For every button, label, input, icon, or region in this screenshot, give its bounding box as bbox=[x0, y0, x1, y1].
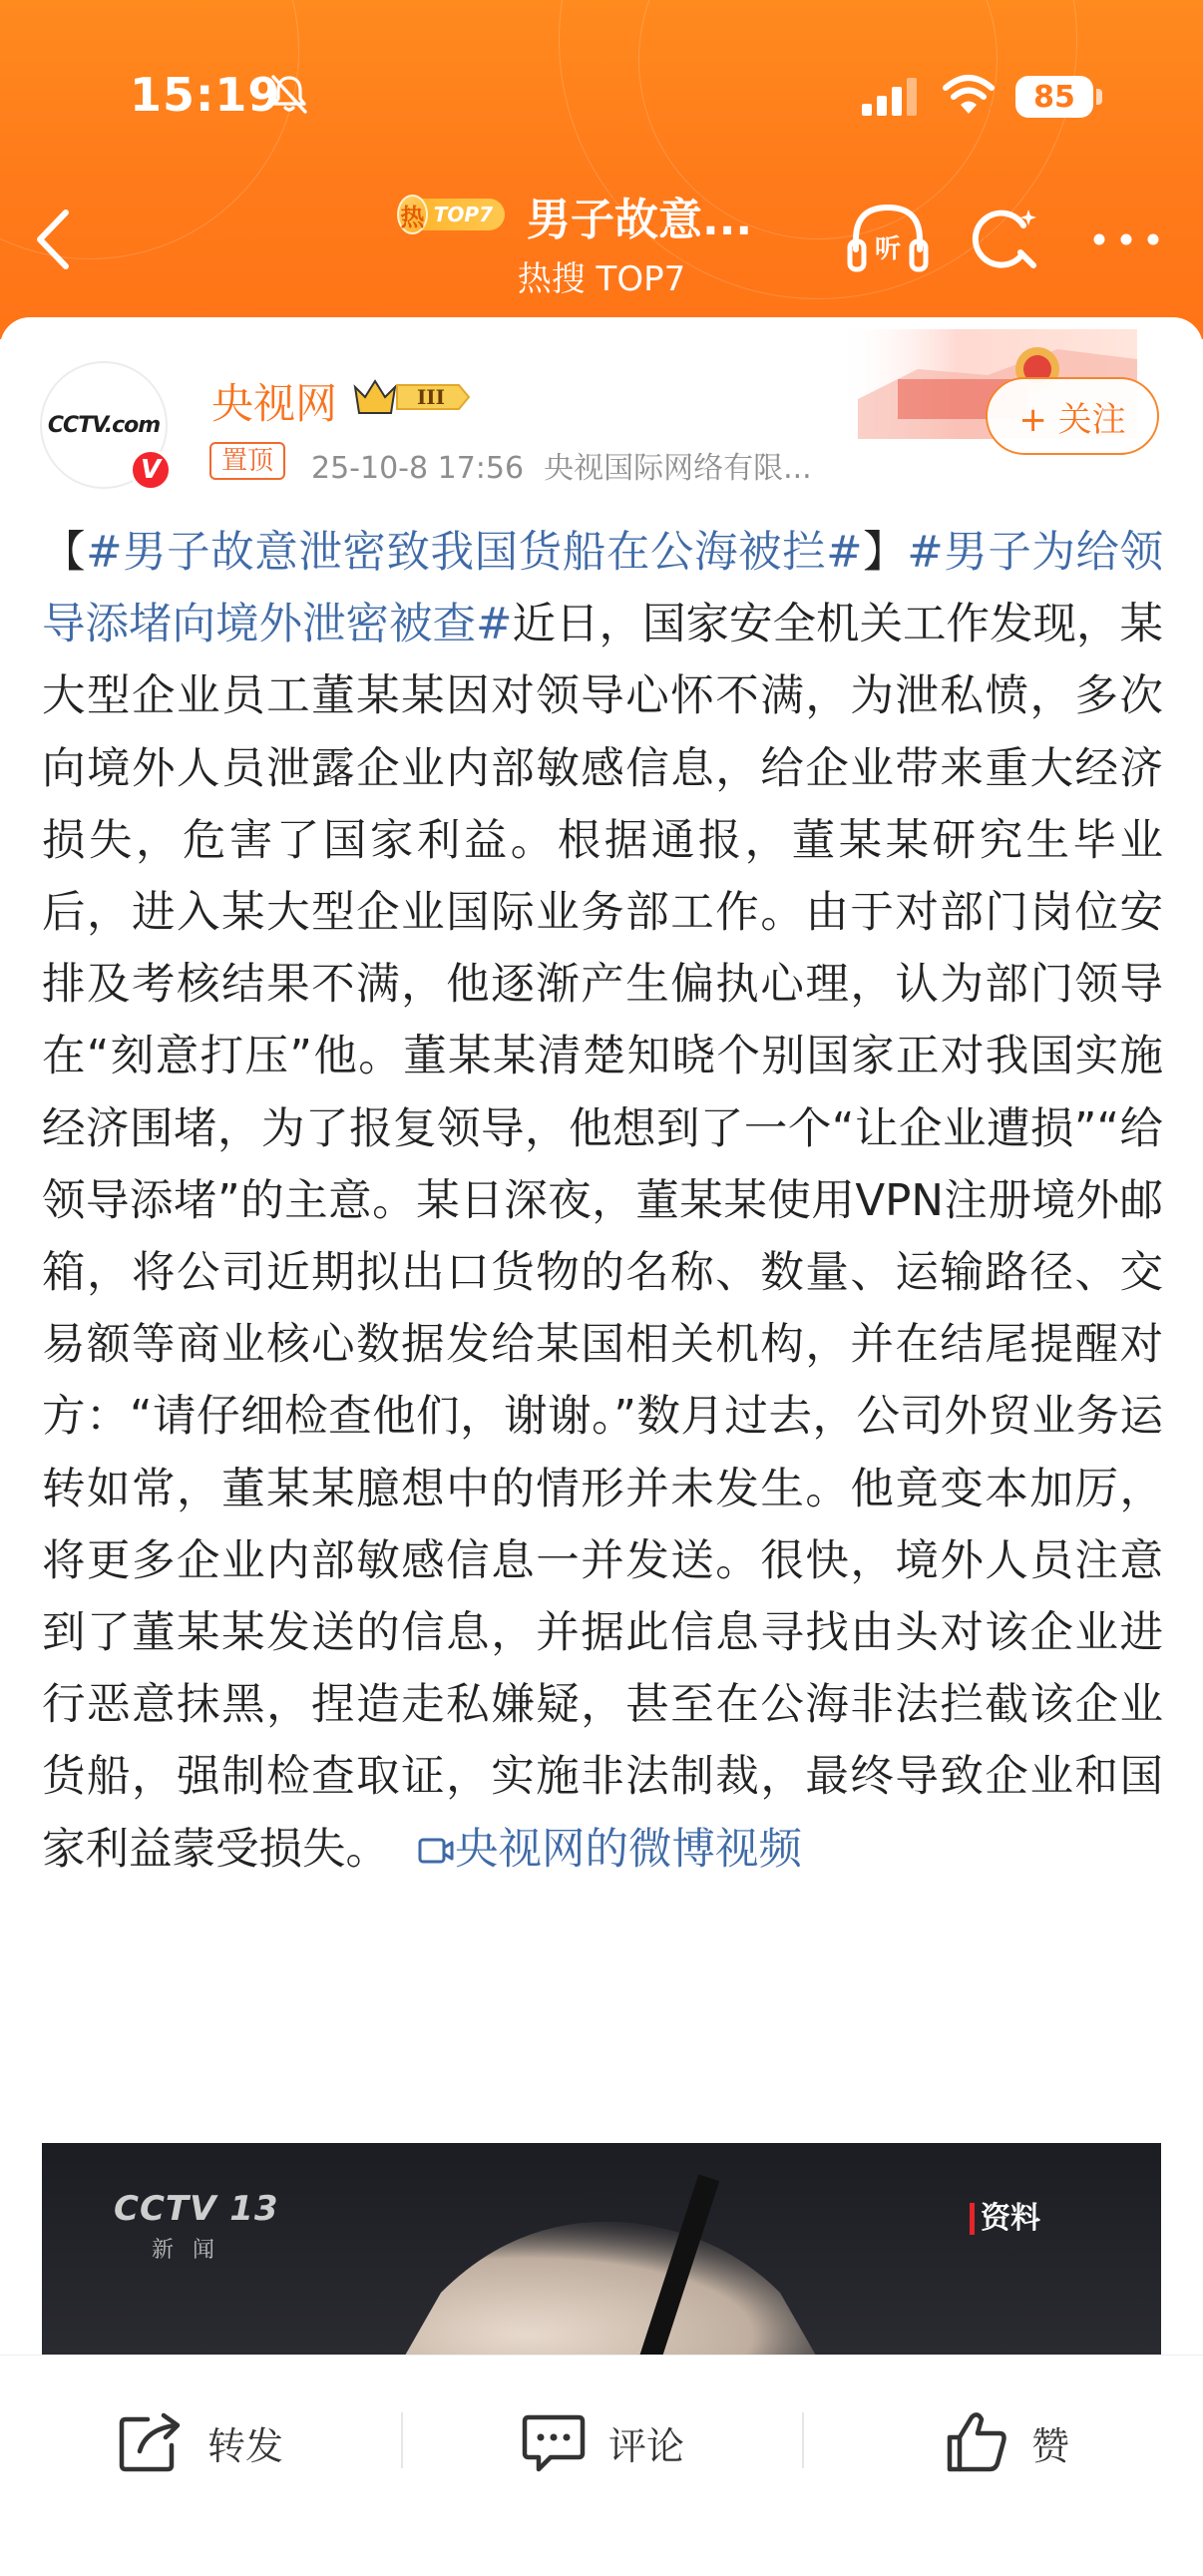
battery-nub bbox=[1096, 89, 1102, 105]
bracket-close: 】 bbox=[862, 528, 908, 578]
listen-icon[interactable] bbox=[846, 200, 930, 275]
repost-label: 转发 bbox=[207, 2423, 284, 2468]
pinned-tag: 置顶 bbox=[209, 442, 285, 480]
comment-label: 评论 bbox=[608, 2423, 685, 2468]
listen-label: 听 bbox=[874, 234, 902, 264]
hot-rank: TOP7 bbox=[420, 199, 505, 230]
video-link-icon bbox=[417, 1834, 455, 1868]
divider bbox=[401, 2412, 403, 2468]
bell-muted-icon bbox=[267, 72, 311, 116]
overlay-label: 资料 bbox=[970, 2203, 1040, 2235]
verified-badge: V bbox=[130, 449, 172, 491]
hot-search-badge bbox=[397, 194, 505, 235]
like-button[interactable] bbox=[944, 2404, 1069, 2480]
hashtag-link[interactable]: #男子故意泄密致我国货船在公海被拦# bbox=[86, 528, 863, 578]
hot-char: 热 bbox=[397, 195, 428, 234]
post-datetime: 25-10-8 17:56 bbox=[311, 451, 525, 486]
video-frame-art bbox=[401, 2173, 1159, 2355]
search-icon[interactable] bbox=[972, 204, 1041, 273]
video-link[interactable] bbox=[417, 1825, 802, 1875]
divider bbox=[802, 2412, 804, 2468]
author-name[interactable]: 央视网 bbox=[211, 379, 338, 428]
comment-button[interactable] bbox=[521, 2404, 684, 2480]
wifi-icon bbox=[943, 74, 995, 116]
post-meta bbox=[311, 443, 812, 487]
signal-icon bbox=[860, 78, 920, 116]
like-label: 赞 bbox=[1031, 2423, 1070, 2468]
channel-logo: CCTV 13 bbox=[114, 2189, 279, 2229]
repost-button[interactable] bbox=[118, 2404, 283, 2480]
crown-level-badge bbox=[351, 373, 473, 421]
battery-level: 85 bbox=[1015, 76, 1093, 118]
more-icon[interactable] bbox=[1091, 227, 1161, 251]
level-text: III bbox=[416, 385, 446, 409]
avatar-logo: CCTV.com bbox=[47, 412, 161, 438]
post-body-text: 近日，国家安全机关工作发现，某大型企业员工董某某因对领导心怀不满，为泄私愤，多次向境外人员泄露企业内部敏感信息，给企业带来重大经济损失，危害了国家利益。根据通报，董某某研究生毕业后，进入某大型企业国际业务部工作。由于对部门岗位安排及考核结果不满，他逐渐产生偏执心理，认为部门领导在“刻意打压”他。董某某清楚知晓个别国家正对我国实施经济围堵，为了报复领导，他想到了一个“让企业遭损”“给领导添堵”的主意。某日深夜，董某某使用VPN注册境外邮箱，将公司近期拟出口货物的名称、数量、运输路径、交易额等商业核心数据发给某国相关机构，并在结尾提醒对方：“请仔细检查他们，谢谢。”数月过去，公司外贸业务运转如常，董某某臆想中的情形并未发生。他竟变本加厉，将更多企业内部敏感信息一并发送。很快，境外人员注意到了董某某发送的信息，并据此信息寻找由头对该企业进行恶意抹黑，捏造走私嫌疑，甚至在公海非法拦截该企业货船，强制检查取证，实施非法制裁，最终导致企业和国家利益蒙受损失。 bbox=[42, 600, 1163, 1875]
thumbs-up-icon bbox=[944, 2409, 1009, 2475]
post-source: 央视国际网络有限... bbox=[544, 451, 812, 486]
repost-icon bbox=[118, 2411, 186, 2473]
comment-icon bbox=[521, 2411, 587, 2473]
page-subtitle-text: 热搜 TOP7 bbox=[517, 259, 686, 299]
video-link-label: 央视网的微博视频 bbox=[455, 1824, 802, 1875]
channel-sub: 新 闻 bbox=[152, 2238, 220, 2263]
follow-button[interactable]: + 关注 bbox=[986, 377, 1159, 455]
post-body bbox=[42, 517, 1163, 1886]
page-title: 男子故意... bbox=[527, 195, 753, 245]
video-thumbnail[interactable] bbox=[42, 2143, 1161, 2355]
status-time: 15:19 bbox=[130, 68, 281, 122]
hashtag-link[interactable]: #男子为给领导添堵向境外泄密被查# bbox=[42, 528, 1164, 650]
bracket-open: 【 bbox=[42, 528, 87, 578]
